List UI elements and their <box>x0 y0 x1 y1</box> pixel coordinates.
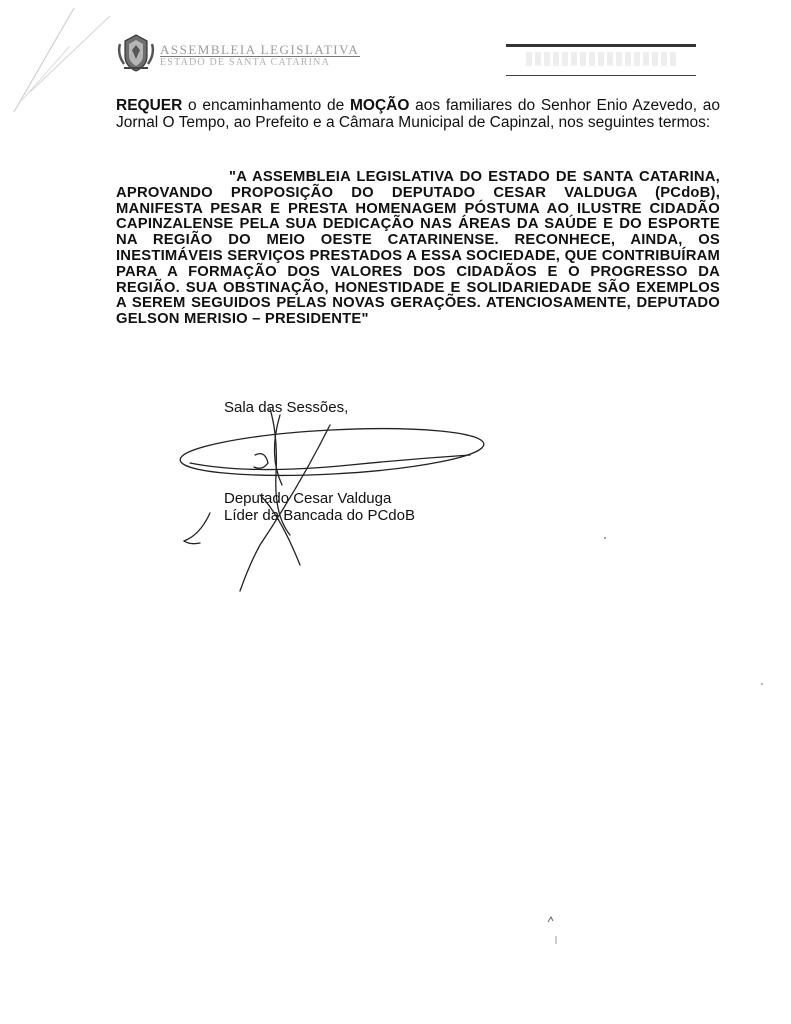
handwritten-signature <box>170 395 510 595</box>
request-paragraph <box>116 97 720 131</box>
request-text-1: o encaminhamento de <box>182 97 350 114</box>
signer-name: Deputado Cesar Valduga <box>224 490 392 507</box>
letterhead-subtitle: ESTADO DE SANTA CATARINA <box>160 57 331 68</box>
motion-word: MOÇÃO <box>349 97 410 114</box>
letterhead-title: ASSEMBLEIA LEGISLATIVA <box>160 42 360 57</box>
stamp-top-rule <box>506 44 696 47</box>
stamp-bottom-rule <box>506 75 696 76</box>
protocol-stamp <box>506 42 696 76</box>
letterhead <box>116 32 716 80</box>
state-coat-of-arms-icon <box>116 32 156 74</box>
stamp-faded-text <box>526 52 676 66</box>
request-text-2: aos familiares do Senhor Enio Azevedo, ao Jornal O Tempo, ao Prefeito e a Câmara Municipal de Capinzal, nos seguintes termos: <box>116 97 721 131</box>
motion-text: "A ASSEMBLEIA LEGISLATIVA DO ESTADO DE SANTA CATARINA, APROVANDO PROPOSIÇÃO DO DEPUTADO CESAR VALDUGA (PCdoB), MANIFESTA PESAR E PRESTA HOMENAGEM PÓSTUMA AO ILUSTRE CIDADÃO CAPINZALENSE PELA SUA DEDICAÇÃO NAS ÁREAS DA SAÚDE E DO ESPORTE NA REGIÃO DO MEIO OESTE CATARINENSE. RECONHECE, AINDA, OS INESTIMÁVEIS SERVIÇOS PRESTADOS A ESSA SOCIEDADE, QUE CONTRIBUÍRAM PARA A FORMAÇÃO DOS VALORES DOS CIDADÃOS E O PROGRESSO DA REGIÃO. SUA OBSTINAÇÃO, HONESTIDADE E SOLIDARIEDADE SÃO EXEMPLOS A SEREM SEGUIDOS PELAS NOVAS GERAÇÕES. ATENCIOSAMENTE, DEPUTADO GELSON MERISIO – PRESIDENTE" <box>116 169 720 328</box>
signer-role: Líder da Bancada do PCdoB <box>224 507 415 524</box>
session-location: Sala das Sessões, <box>224 399 349 416</box>
request-verb: REQUER <box>116 97 183 114</box>
